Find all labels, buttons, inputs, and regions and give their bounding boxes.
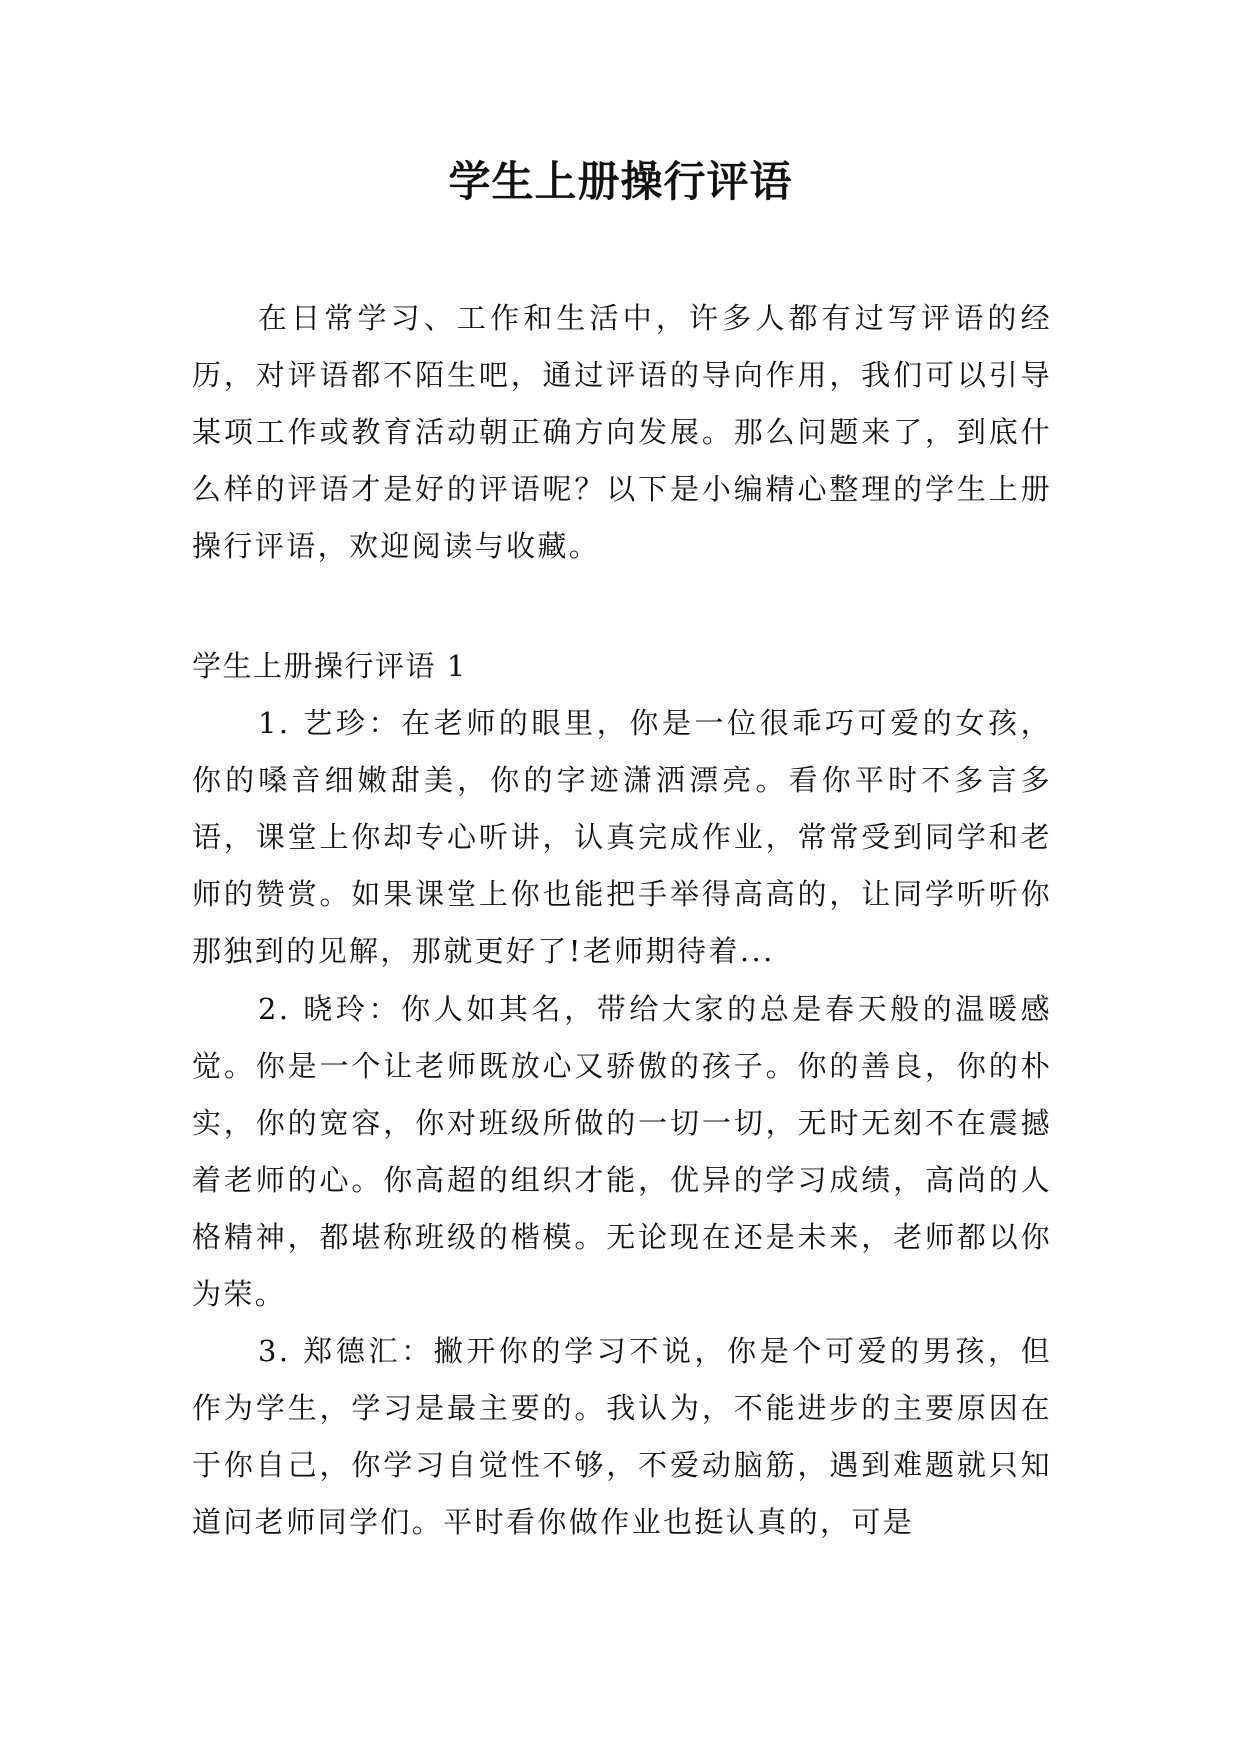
section-heading: 学生上册操行评语 1 [192,649,467,683]
document-title: 学生上册操行评语 [448,157,793,206]
comment-item-2: 2. 晓玲：你人如其名，带给大家的总是春天般的温暖感觉。你是一个让老师既放心又骄傲的孩子。你的善良，你的朴实，你的宽容，你对班级所做的一切一切，无时无刻不在震撼着老师的心。你高超的组织才能，优异的学习成绩，高尚的人格精神，都堪称班级的楷模。无论现在还是未来，老师都以你为荣。 [192,992,1052,1311]
comment-item-3: 3. 郑德汇：撇开你的学习不说，你是个可爱的男孩，但作为学生，学习是最主要的。我认为，不能进步的主要原因在于你自己，你学习自觉性不够，不爱动脑筋，遇到难题就只知道问老师同学们。平时看你做作业也挺认真的，可是 [192,1334,1052,1539]
comment-item-1: 1. 艺珍：在老师的眼里，你是一位很乖巧可爱的女孩，你的嗓音细嫩甜美，你的字迹潇洒漂亮。看你平时不多言多语，课堂上你却专心听讲，认真完成作业，常常受到同学和老师的赞赏。如果课堂上你也能把手举得高高的，让同学听听你那独到的见解，那就更好了!老师期待着... [192,706,1052,968]
intro-paragraph: 在日常学习、工作和生活中，许多人都有过写评语的经历，对评语都不陌生吧，通过评语的导向作用，我们可以引导某项工作或教育活动朝正确方向发展。那么问题来了，到底什么样的评语才是好的评语呢？以下是小编精心整理的学生上册操行评语，欢迎阅读与收藏。 [192,301,1052,563]
